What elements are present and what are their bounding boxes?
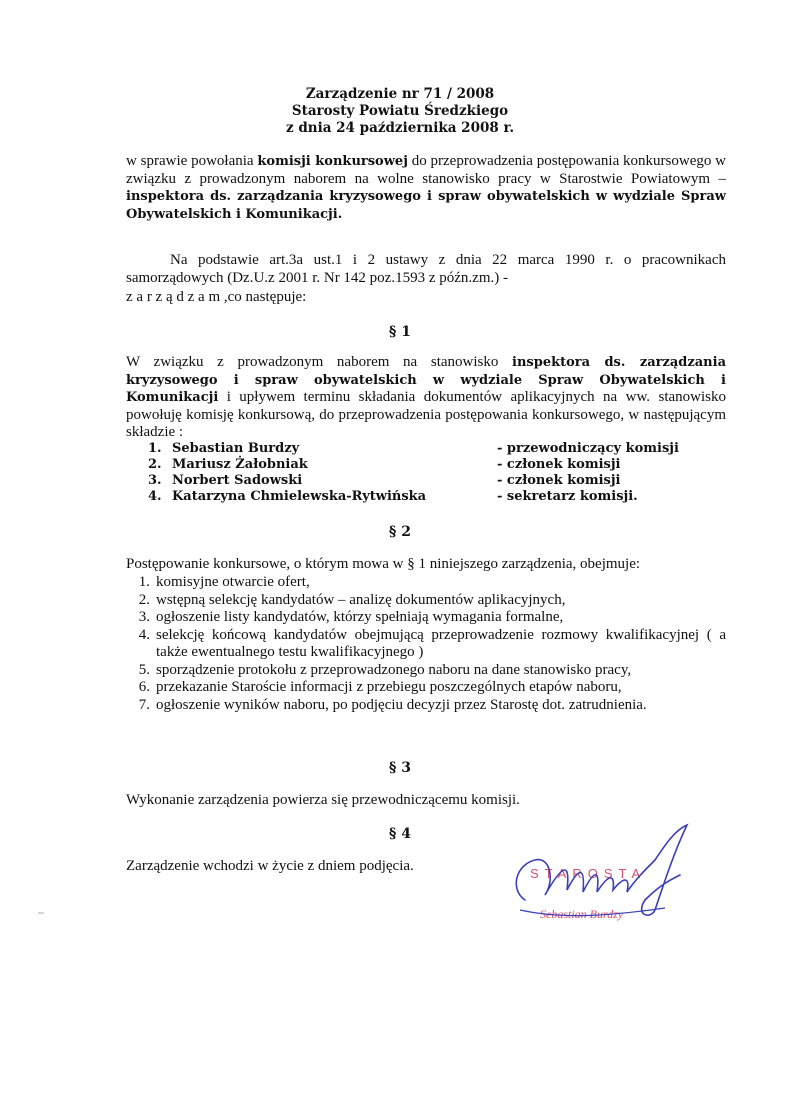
stamp-title: STAROSTA <box>530 866 647 881</box>
list-item-text: przekazanie Staroście informacji z przebiegu poszczególnych etapów naboru, <box>156 679 622 695</box>
list-item-number: 7. <box>138 696 150 713</box>
list-item <box>126 592 726 610</box>
member-role: - członek komisji <box>497 473 621 488</box>
stamp-name: Sebastian Burdzy <box>540 907 624 921</box>
s1-bold-1: inspektora ds. zarządzania kryzysowego i spraw obywatelskich w wydziale Spraw Obywatelskich i Komunikacji <box>126 355 726 405</box>
subject-text-1: w sprawie powołania <box>126 153 258 169</box>
signature-icon <box>505 820 705 930</box>
section-1-title: § 1 <box>389 324 411 340</box>
list-item-text: ogłoszenie wyników naboru, po podjęciu decyzji przez Starostę dot. zatrudnienia. <box>156 696 647 713</box>
member-role: - przewodniczący komisji <box>497 441 679 456</box>
decree-phrase: z a r z ą d z a m ,co następuje: <box>126 289 307 305</box>
section-2-intro: Postępowanie konkursowe, o którym mowa w § 1 niniejszego zarządzenia, obejmuje: <box>126 556 641 572</box>
legal-basis: Na podstawie art.3a ust.1 i 2 ustawy z dnia 22 marca 1990 r. o pracownikach samorządowych (Dz.U.z 2001 r. Nr 142 poz.1593 z późn.zm.) - <box>126 252 726 286</box>
list-item <box>126 679 726 697</box>
subject-bold-1: komisji konkursowej <box>257 154 408 169</box>
list-item-text: sporządzenie protokołu z przeprowadzonego naboru na dane stanowisko pracy, <box>156 661 632 678</box>
section-4-title: § 4 <box>389 826 411 842</box>
list-item-number: 4. <box>138 626 150 643</box>
decree-title: Zarządzenie nr 71 / 2008 <box>305 86 495 102</box>
member-name: Sebastian Burdzy <box>172 441 300 456</box>
subject-bold-2: inspektora ds. zarządzania kryzysowego i spraw obywatelskich w wydziale Spraw Obywatelskich i Komunikacji. <box>126 189 726 222</box>
member-num: 4. <box>148 489 162 504</box>
decree-issuer: Starosty Powiatu Średzkiego <box>291 103 509 119</box>
subject-text-2: do przeprowadzenia postępowania konkursowego w związku z prowadzonym naborem na wolne stanowisko pracy w Starostwie Powiatowym – <box>126 153 727 187</box>
list-item-number: 3. <box>138 609 150 625</box>
list-item-number: 2. <box>138 591 150 608</box>
procedure-list <box>126 574 726 714</box>
list-item-text: komisyjne otwarcie ofert, <box>156 574 310 590</box>
subject-paragraph <box>126 153 726 223</box>
section-1-paragraph <box>126 354 726 442</box>
list-item-number: 5. <box>138 661 150 678</box>
member-num: 3. <box>148 473 162 488</box>
list-item-number: 6. <box>138 679 150 695</box>
list-item <box>126 627 726 662</box>
list-item-text: selekcję końcową kandydatów obejmującą przeprowadzenie rozmowy kwalifikacyjnej ( a także ewentualnego testu kwalifikacyjnego ) <box>156 626 726 660</box>
member-name: Katarzyna Chmielewska-Rytwińska <box>172 489 427 504</box>
member-role: - członek komisji <box>497 457 621 472</box>
s1-text-1: W związku z prowadzonym naborem na stanowisko <box>126 354 513 370</box>
list-item <box>126 697 726 715</box>
s1-text-2: i upływem terminu składania dokumentów aplikacyjnych na ww. stanowisko powołuję komisję konkursową, do przeprowadzenia postępowania konkursowego, w następującym składzie : <box>126 389 726 440</box>
member-name: Mariusz Żałobniak <box>172 457 308 472</box>
list-item <box>126 662 726 680</box>
member-num: 1. <box>148 441 162 456</box>
member-num: 2. <box>148 457 162 472</box>
list-item <box>126 574 726 592</box>
list-item-number: 1. <box>138 574 150 590</box>
section-2-title: § 2 <box>389 524 411 540</box>
section-4-text: Zarządzenie wchodzi w życie z dniem podjęcia. <box>126 858 414 874</box>
scan-artifact <box>38 912 44 914</box>
section-3-text: Wykonanie zarządzenia powierza się przewodniczącemu komisji. <box>126 792 520 808</box>
list-item-text: wstępną selekcję kandydatów – analizę dokumentów aplikacyjnych, <box>156 591 566 608</box>
list-item-text: ogłoszenie listy kandydatów, którzy spełniają wymagania formalne, <box>156 609 564 625</box>
member-name: Norbert Sadowski <box>172 473 303 488</box>
decree-date: z dnia 24 października 2008 r. <box>285 120 515 136</box>
section-3-title: § 3 <box>389 760 411 776</box>
member-role: - sekretarz komisji. <box>497 489 638 504</box>
list-item <box>126 609 726 627</box>
